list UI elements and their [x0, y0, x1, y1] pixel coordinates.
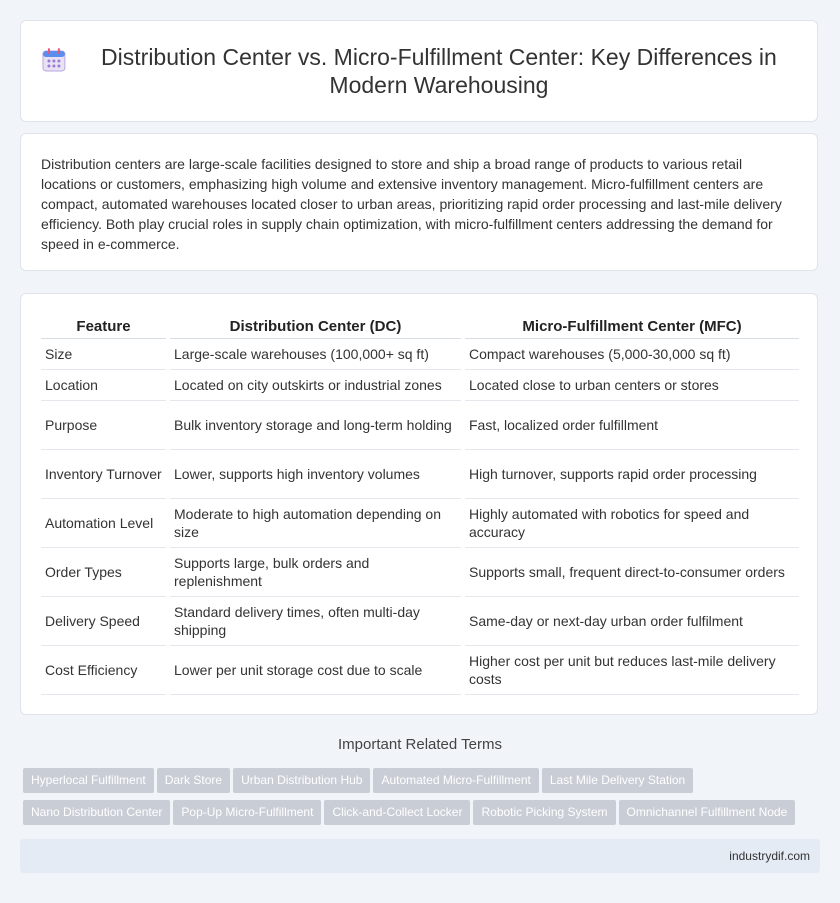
feature-cell: Size [41, 339, 166, 370]
related-term-tag[interactable]: Automated Micro-Fulfillment [373, 768, 538, 793]
dc-cell: Large-scale warehouses (100,000+ sq ft) [170, 339, 461, 370]
table-row [41, 370, 799, 401]
table-row [41, 548, 799, 597]
mfc-cell: Higher cost per unit but reduces last-mile delivery costs [465, 646, 799, 695]
feature-cell: Location [41, 370, 166, 401]
comparison-table [37, 306, 803, 695]
title-card [20, 20, 818, 122]
feature-cell: Cost Efficiency [41, 646, 166, 695]
intro-card [20, 133, 818, 271]
related-term-tag[interactable]: Nano Distribution Center [23, 800, 170, 825]
header-dc: Distribution Center (DC) [170, 306, 461, 339]
feature-cell: Purpose [41, 401, 166, 450]
table-row [41, 450, 799, 499]
table-row [41, 339, 799, 370]
mfc-cell: Compact warehouses (5,000-30,000 sq ft) [465, 339, 799, 370]
related-terms-list [23, 768, 823, 832]
table-row [41, 499, 799, 548]
footer-site-link[interactable]: industrydif.com [729, 849, 810, 863]
feature-cell: Delivery Speed [41, 597, 166, 646]
table-row [41, 401, 799, 450]
footer [20, 839, 820, 873]
mfc-cell: Located close to urban centers or stores [465, 370, 799, 401]
comparison-card [20, 293, 818, 715]
header-mfc: Micro-Fulfillment Center (MFC) [465, 306, 799, 339]
feature-cell: Inventory Turnover [41, 450, 166, 499]
table-row [41, 646, 799, 695]
mfc-cell: Fast, localized order fulfillment [465, 401, 799, 450]
feature-cell: Automation Level [41, 499, 166, 548]
calendar-icon [41, 47, 67, 73]
dc-cell: Located on city outskirts or industrial zones [170, 370, 461, 401]
intro-text: Distribution centers are large-scale facilities designed to store and ship a broad range of products to various retail locations or customers, emphasizing high volume and extensive inventory management. Micro-fulfillment centers are compact, automated warehouses located closer to urban areas, prioritizing rapid order processing and last-mile delivery efficiency. Both play crucial roles in supply chain optimization, with micro-fulfillment centers addressing the demand for speed in e-commerce. [41, 156, 782, 252]
dc-cell: Standard delivery times, often multi-day shipping [170, 597, 461, 646]
page-title: Distribution Center vs. Micro-Fulfillment Center: Key Differences in Modern Warehousing [101, 44, 777, 98]
related-term-tag[interactable]: Last Mile Delivery Station [542, 768, 693, 793]
related-term-tag[interactable]: Omnichannel Fulfillment Node [619, 800, 796, 825]
table-row [41, 597, 799, 646]
related-term-tag[interactable]: Dark Store [157, 768, 230, 793]
table-header-row [41, 306, 799, 339]
mfc-cell: Highly automated with robotics for speed and accuracy [465, 499, 799, 548]
related-terms-heading: Important Related Terms [338, 736, 502, 753]
dc-cell: Supports large, bulk orders and replenishment [170, 548, 461, 597]
related-term-tag[interactable]: Pop-Up Micro-Fulfillment [173, 800, 321, 825]
dc-cell: Lower, supports high inventory volumes [170, 450, 461, 499]
related-term-tag[interactable]: Click-and-Collect Locker [324, 800, 470, 825]
header-feature: Feature [41, 306, 166, 339]
feature-cell: Order Types [41, 548, 166, 597]
dc-cell: Lower per unit storage cost due to scale [170, 646, 461, 695]
dc-cell: Moderate to high automation depending on size [170, 499, 461, 548]
dc-cell: Bulk inventory storage and long-term holding [170, 401, 461, 450]
related-term-tag[interactable]: Hyperlocal Fulfillment [23, 768, 154, 793]
related-term-tag[interactable]: Urban Distribution Hub [233, 768, 370, 793]
related-term-tag[interactable]: Robotic Picking System [473, 800, 615, 825]
mfc-cell: Supports small, frequent direct-to-consumer orders [465, 548, 799, 597]
mfc-cell: High turnover, supports rapid order processing [465, 450, 799, 499]
mfc-cell: Same-day or next-day urban order fulfilment [465, 597, 799, 646]
